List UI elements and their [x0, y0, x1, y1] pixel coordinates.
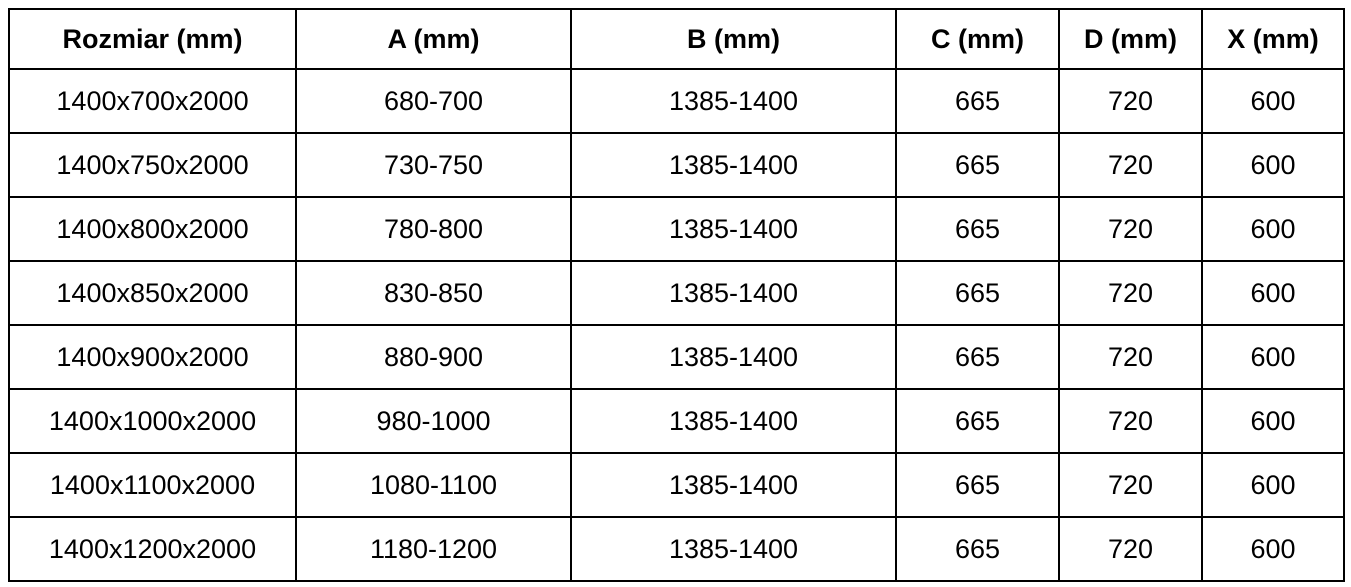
table-cell: 600	[1202, 325, 1344, 389]
table-cell: 665	[896, 197, 1059, 261]
table-row	[9, 517, 1344, 581]
table-cell: 1385-1400	[571, 133, 896, 197]
table-row	[9, 453, 1344, 517]
table-cell: 1400x700x2000	[9, 69, 296, 133]
table-cell: 720	[1059, 197, 1202, 261]
table-cell: 1080-1100	[296, 453, 571, 517]
header-cell-rozmiar: Rozmiar (mm)	[9, 9, 296, 69]
header-row	[9, 9, 1344, 69]
table-cell: 665	[896, 517, 1059, 581]
table-cell: 980-1000	[296, 389, 571, 453]
table-cell: 720	[1059, 389, 1202, 453]
table-cell: 1385-1400	[571, 325, 896, 389]
table-cell: 780-800	[296, 197, 571, 261]
table-cell: 1385-1400	[571, 69, 896, 133]
table-cell: 665	[896, 261, 1059, 325]
table-cell: 680-700	[296, 69, 571, 133]
table-cell: 1385-1400	[571, 389, 896, 453]
table-cell: 1400x1200x2000	[9, 517, 296, 581]
table-cell: 880-900	[296, 325, 571, 389]
table-cell: 600	[1202, 453, 1344, 517]
table-cell: 720	[1059, 517, 1202, 581]
table-cell: 1385-1400	[571, 517, 896, 581]
table-cell: 665	[896, 69, 1059, 133]
header-cell-x: X (mm)	[1202, 9, 1344, 69]
table-cell: 1400x750x2000	[9, 133, 296, 197]
table-row	[9, 261, 1344, 325]
table-cell: 665	[896, 389, 1059, 453]
table-cell: 720	[1059, 325, 1202, 389]
size-dimensions-table	[8, 8, 1345, 582]
header-cell-c: C (mm)	[896, 9, 1059, 69]
table-cell: 600	[1202, 261, 1344, 325]
table-cell: 1400x850x2000	[9, 261, 296, 325]
table-cell: 720	[1059, 261, 1202, 325]
table-cell: 665	[896, 325, 1059, 389]
table-cell: 1385-1400	[571, 261, 896, 325]
table-cell: 600	[1202, 133, 1344, 197]
table-cell: 600	[1202, 517, 1344, 581]
table-cell: 665	[896, 133, 1059, 197]
table-cell: 720	[1059, 133, 1202, 197]
header-cell-d: D (mm)	[1059, 9, 1202, 69]
table-cell: 830-850	[296, 261, 571, 325]
table-cell: 665	[896, 453, 1059, 517]
table-cell: 720	[1059, 69, 1202, 133]
table-cell: 720	[1059, 453, 1202, 517]
table-cell: 1385-1400	[571, 197, 896, 261]
table-cell: 1385-1400	[571, 453, 896, 517]
table-row	[9, 69, 1344, 133]
header-cell-b: B (mm)	[571, 9, 896, 69]
table-cell: 1180-1200	[296, 517, 571, 581]
table-cell: 1400x1100x2000	[9, 453, 296, 517]
table-row	[9, 133, 1344, 197]
table-cell: 600	[1202, 69, 1344, 133]
table-row	[9, 389, 1344, 453]
table-cell: 600	[1202, 389, 1344, 453]
table-cell: 730-750	[296, 133, 571, 197]
table-row	[9, 325, 1344, 389]
table-row	[9, 197, 1344, 261]
table-cell: 1400x800x2000	[9, 197, 296, 261]
header-cell-a: A (mm)	[296, 9, 571, 69]
table-cell: 1400x1000x2000	[9, 389, 296, 453]
table-cell: 600	[1202, 197, 1344, 261]
table-cell: 1400x900x2000	[9, 325, 296, 389]
